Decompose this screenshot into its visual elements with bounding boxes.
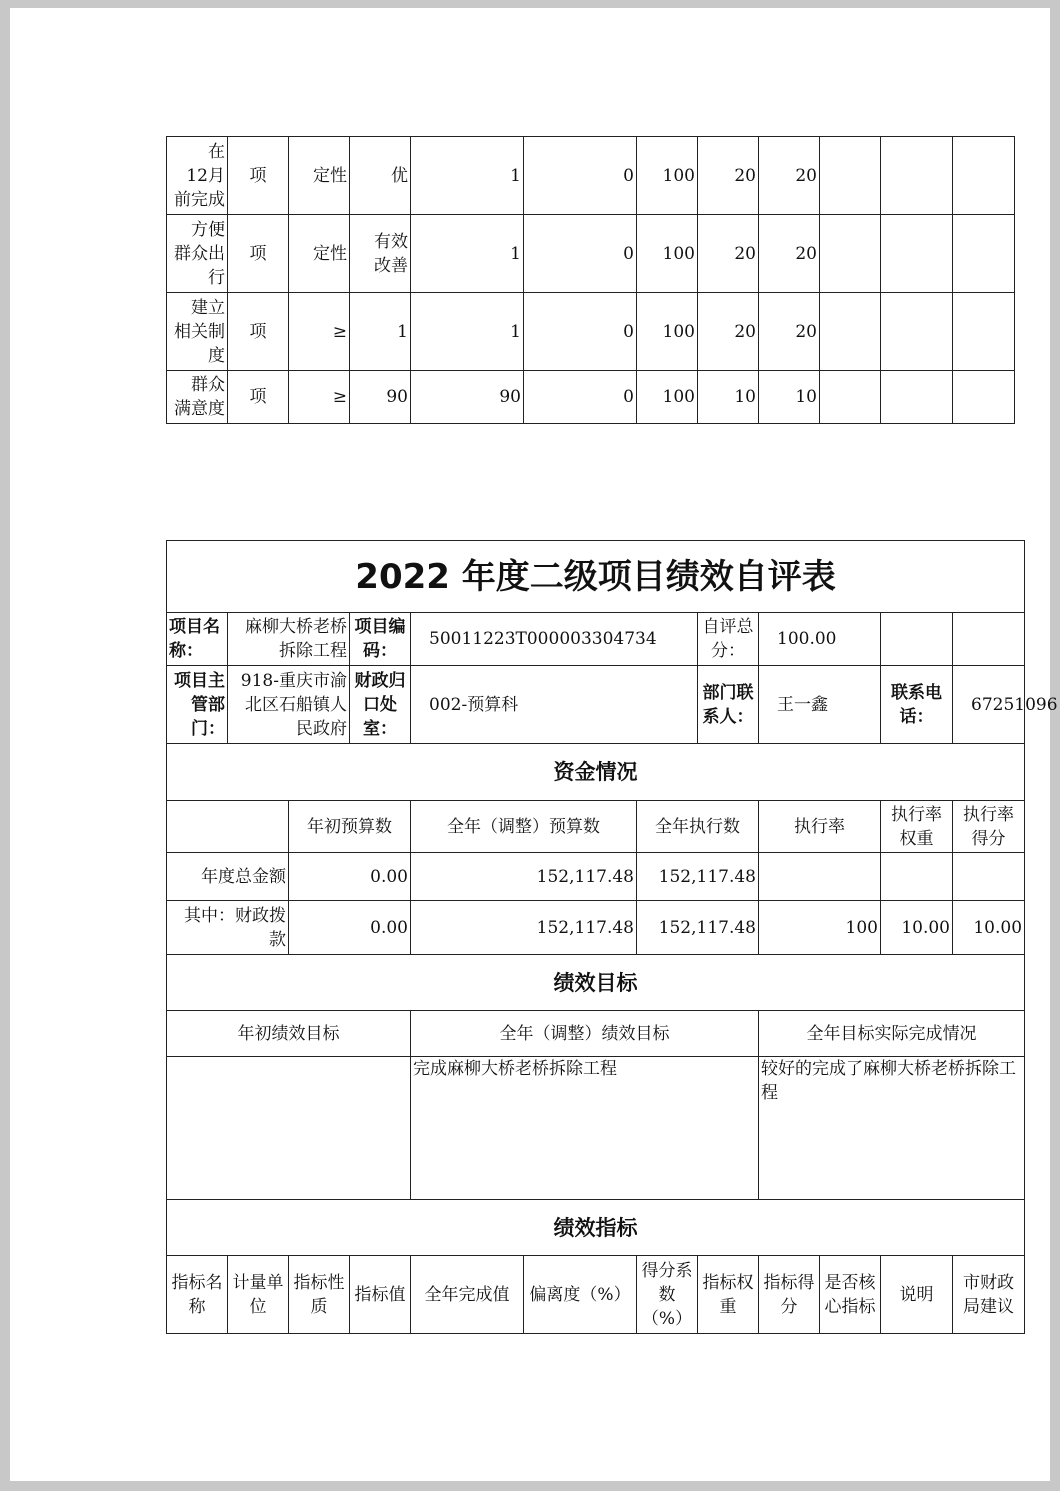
project-code-label: 项目编码： [350,613,411,666]
funds-executed: 152,117.48 [637,901,759,955]
finance-office-label: 财政归口处室： [350,666,411,744]
document-page [10,8,1058,1481]
funds-header-adjusted: 全年（调整）预算数 [411,801,637,853]
funds-executed: 152,117.48 [637,853,759,901]
indicator-name: 建立 相关制 度 [167,293,228,371]
indicator-deviation: 0 [524,137,637,215]
indicator-weight: 20 [698,293,759,371]
funds-header-rate-score: 执行率得分 [953,801,1025,853]
indicator-score: 20 [759,137,820,215]
indicator-continuation-table [166,136,1015,424]
goals-initial [167,1057,411,1200]
empty-cell [820,293,881,371]
indicator-name: 在 12月 前完成 [167,137,228,215]
indicator-coef: 100 [637,137,698,215]
indicator-header: 偏离度（%） [524,1256,637,1334]
indicator-nature: ≥ [289,293,350,371]
goals-adjusted: 完成麻柳大桥老桥拆除工程 [411,1057,759,1200]
finance-office: 002-预算科 [411,666,698,744]
self-score-label: 自评总分： [698,613,759,666]
phone-number: 67251096 [953,666,1025,744]
empty-cell [820,371,881,424]
empty-cell [820,137,881,215]
indicator-deviation: 0 [524,371,637,424]
form-title: 2022 年度二级项目绩效自评表 [167,541,1025,613]
phone-label: 联系电话： [881,666,953,744]
empty-cell [953,371,1015,424]
indicator-header: 指标性质 [289,1256,350,1334]
funds-rate [759,853,881,901]
indicator-actual: 90 [411,371,524,424]
indicator-header: 说明 [881,1256,953,1334]
empty-cell [881,371,953,424]
funds-row-label: 其中：财政拨款 [167,901,289,955]
goals-actual: 较好的完成了麻柳大桥老桥拆除工程 [759,1057,1025,1200]
indicator-nature: 定性 [289,137,350,215]
funds-header-initial: 年初预算数 [289,801,411,853]
project-name: 麻柳大桥老桥拆除工程 [228,613,350,666]
indicator-value: 1 [350,293,411,371]
indicator-deviation: 0 [524,293,637,371]
contact-name: 王一鑫 [759,666,881,744]
empty-cell [167,801,289,853]
empty-cell [953,613,1025,666]
indicator-coef: 100 [637,293,698,371]
funds-section-title: 资金情况 [167,744,1025,801]
dept-name: 918-重庆市渝北区石船镇人民政府 [228,666,350,744]
indicator-header: 全年完成值 [411,1256,524,1334]
indicator-actual: 1 [411,293,524,371]
indicator-header: 指标值 [350,1256,411,1334]
indicator-weight: 20 [698,137,759,215]
indicator-weight: 20 [698,215,759,293]
empty-cell [881,215,953,293]
indicator-header: 指标名称 [167,1256,228,1334]
indicator-actual: 1 [411,137,524,215]
indicator-score: 20 [759,293,820,371]
funds-header-rate-weight: 执行率权重 [881,801,953,853]
indicator-score: 20 [759,215,820,293]
indicator-header: 指标权重 [698,1256,759,1334]
dept-label: 项目主管部门： [167,666,228,744]
empty-cell [820,215,881,293]
funds-row-label: 年度总金额 [167,853,289,901]
indicator-header: 得分系数（%） [637,1256,698,1334]
goals-section-title: 绩效目标 [167,955,1025,1011]
indicator-nature: 定性 [289,215,350,293]
indicator-row [167,215,1015,293]
funds-rate-score [953,853,1025,901]
funds-rate: 100 [759,901,881,955]
indicator-name: 群众 满意度 [167,371,228,424]
project-name-label: 项目名称： [167,613,228,666]
empty-cell [881,613,953,666]
indicator-row [167,293,1015,371]
indicator-actual: 1 [411,215,524,293]
funds-rate-weight [881,853,953,901]
indicator-row [167,371,1015,424]
indicator-value: 有效 改善 [350,215,411,293]
goals-header-adjusted: 全年（调整）绩效目标 [411,1011,759,1057]
funds-adjusted: 152,117.48 [411,901,637,955]
indicator-unit: 项 [228,371,289,424]
funds-initial: 0.00 [289,901,411,955]
performance-self-evaluation-form [166,540,1058,1334]
funds-rate-weight: 10.00 [881,901,953,955]
funds-header-executed: 全年执行数 [637,801,759,853]
indicator-header: 计量单位 [228,1256,289,1334]
goals-header-initial: 年初绩效目标 [167,1011,411,1057]
indicator-value: 优 [350,137,411,215]
indicator-unit: 项 [228,293,289,371]
empty-cell [953,293,1015,371]
indicator-coef: 100 [637,215,698,293]
indicator-row [167,137,1015,215]
indicators-section-title: 绩效指标 [167,1200,1025,1256]
funds-adjusted: 152,117.48 [411,853,637,901]
funds-initial: 0.00 [289,853,411,901]
funds-rate-score: 10.00 [953,901,1025,955]
goals-header-actual: 全年目标实际完成情况 [759,1011,1025,1057]
indicator-header: 指标得分 [759,1256,820,1334]
project-code: 50011223T000003304734 [411,613,698,666]
empty-cell [953,215,1015,293]
indicator-unit: 项 [228,137,289,215]
empty-cell [881,137,953,215]
indicator-header: 是否核心指标 [820,1256,881,1334]
self-score: 100.00 [759,613,881,666]
contact-label: 部门联系人： [698,666,759,744]
indicator-coef: 100 [637,371,698,424]
indicator-weight: 10 [698,371,759,424]
funds-header-rate: 执行率 [759,801,881,853]
indicator-value: 90 [350,371,411,424]
indicator-header: 市财政局建议 [953,1256,1025,1334]
indicator-score: 10 [759,371,820,424]
empty-cell [953,137,1015,215]
indicator-deviation: 0 [524,215,637,293]
indicator-name: 方便 群众出 行 [167,215,228,293]
indicator-unit: 项 [228,215,289,293]
indicator-nature: ≥ [289,371,350,424]
empty-cell [881,293,953,371]
